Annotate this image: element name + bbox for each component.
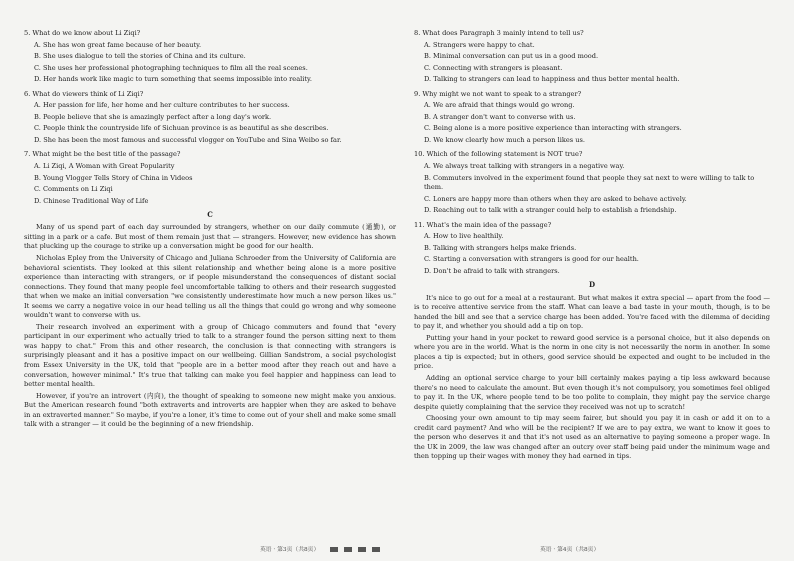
answer-option: A. How to live healthily.: [424, 232, 504, 241]
answer-option: A. Li Ziqi, A Woman with Great Popularity: [34, 162, 175, 171]
answer-option: A. She has won great fame because of her beauty.: [34, 40, 202, 49]
answer-option: D. We know clearly how much a person likes us.: [424, 135, 585, 144]
answer-option: C. People think the countryside life of Sichuan province is as beautiful as she describes.: [34, 124, 329, 133]
answer-option: B. Young Vlogger Tells Story of China in Videos: [34, 173, 193, 182]
answer-option: C. Starting a conversation with strangers is good for our health.: [424, 255, 639, 264]
section-c-passage: [24, 222, 396, 430]
answer-option: B. Talking with strangers helps make friends.: [424, 243, 577, 252]
question-block: [24, 149, 396, 207]
answer-option: C. Comments on Li Ziqi: [34, 185, 113, 194]
section-c-heading: C: [207, 210, 213, 220]
question-stem: 5. What do we know about Li Ziqi?: [24, 29, 141, 37]
right-question-list: [414, 28, 770, 277]
answer-option: C. Being alone is a more positive experience than interacting with strangers.: [424, 124, 682, 133]
answer-option: C. Connecting with strangers is pleasant.: [424, 63, 563, 72]
answer-option: B. Minimal conversation can put us in a good mood.: [424, 52, 599, 61]
question-block: [414, 220, 770, 278]
page-footer-right: 英语 · 第4页（共8页）: [540, 547, 600, 553]
section-d-passage: [414, 293, 770, 463]
answer-option: A. Strangers were happy to chat.: [424, 40, 535, 49]
left-column: [24, 28, 396, 431]
page-footer-left: 英语 · 第3页（共8页）: [260, 547, 320, 553]
left-question-list: [24, 28, 396, 207]
question-stem: 9. Why might we not want to speak to a stranger?: [414, 89, 582, 98]
answer-option: B. Commuters involved in the experiment found that people they sat next to were willing to talk to them.: [424, 173, 755, 192]
question-stem: 11. What's the main idea of the passage?: [414, 220, 552, 229]
question-stem: 6. What do viewers think of Li Ziqi?: [24, 89, 144, 98]
question-block: [24, 89, 396, 147]
answer-option: A. We always treat talking with strangers in a negative way.: [424, 162, 625, 171]
answer-option: D. Talking to strangers can lead to happiness and thus better mental health.: [424, 75, 680, 84]
right-column: [414, 28, 770, 463]
answer-option: C. She uses her professional photographing techniques to film all the real scenes.: [34, 63, 308, 72]
passage-paragraph: Many of us spend part of each day surrounded by strangers, whether on our daily commute (通勤), or sitting in a park or a cafe. But most of them remain just that — strangers. However, new evidence has shown that plucking up the courage to strike up a conversation might be good for our health.: [24, 223, 396, 251]
passage-paragraph: Nicholas Epley from the University of Chicago and Juliana Schroeder from the University of California are behavioral scientists. They looked at this silent relationship and whether being alone is a more positive experience than interacting with strangers, or if people misunderstand the consequences of distant social connections. They found that many people feel uncomfortable talking to others and their research suggested that when we make an initial conversation "we consistently underestimate how much a new person likes us." It seems we carry a negative voice in our head telling us all the things that could go wrong and why someone wouldn't want to converse with us.: [24, 253, 396, 320]
passage-paragraph: However, if you're an introvert (内向), the thought of speaking to someone new might make you anxious. But the American research found "both extraverts and introverts are happier when they are asked to behave in an extraverted manner." So maybe, if you're a loner, it's time to come out of your shell and make some small talk with a stranger — it could be the beginning of a new friendship.: [24, 391, 396, 429]
passage-paragraph: Choosing your own amount to tip may seem fairer, but should you pay it in cash or add it on to a credit card payment? And who will be the recipient? If we are to pay extra, we want to know it goes to the person who deserves it and that it's not used as an alternative to paying someone a proper wage. In the UK in 2009, the law was changed after an outcry over staff being paid under the minimum wage and then topping up their wages with money they had earned in tips.: [414, 414, 770, 461]
answer-option: B. She uses dialogue to tell the stories of China and its culture.: [34, 52, 246, 61]
print-mark: [330, 547, 338, 552]
print-mark: [358, 547, 366, 552]
passage-paragraph: Putting your hand in your pocket to reward good service is a personal choice, but it also depends on where you are in the world. What is the norm in one city is not necessarily the norm in another. In some places a tip is expected; but in others, good service should be expected and ought to be included in the price.: [414, 333, 770, 371]
answer-option: B. A stranger don't want to converse with us.: [424, 112, 576, 121]
question-stem: 7. What might be the best title of the passage?: [24, 150, 181, 159]
question-block: [24, 28, 396, 86]
question-stem: 10. Which of the following statement is NOT true?: [414, 150, 583, 159]
passage-paragraph: It's nice to go out for a meal at a restaurant. But what makes it extra special — apart from the food — is to receive attentive service from the staff. What can leave a bad taste in your mouth, though, is to be handed the bill and see that a service charge has been added. You're faced with the dilemma of deciding to pay it, and whether you should add a tip on top.: [414, 293, 770, 331]
question-block: [414, 89, 770, 147]
answer-option: A. Her passion for life, her home and her culture contributes to her success.: [34, 101, 290, 110]
answer-option: B. People believe that she is amazingly perfect after a long day's work.: [34, 112, 272, 121]
print-marks: [330, 547, 380, 552]
answer-option: A. We are afraid that things would go wrong.: [424, 101, 575, 110]
section-d-heading: D: [588, 280, 596, 290]
passage-paragraph: Adding an optional service charge to your bill certainly makes paying a tip less awkward because there's no need to calculate the amount. But even though it's not compulsory, you sometimes feel obliged to pay it. In the UK, where people tend to be too polite to complain, they might pay the service charge despite quietly complaining that the service they received was not up to scratch!: [414, 374, 770, 411]
question-stem: 8. What does Paragraph 3 mainly intend to tell us?: [414, 29, 584, 37]
answer-option: D. Don't be afraid to talk with strangers.: [424, 266, 560, 275]
print-mark: [372, 547, 380, 552]
answer-option: D. Her hands work like magic to turn something that seems impossible into reality.: [34, 75, 312, 84]
answer-option: D. Chinese Traditional Way of Life: [34, 196, 149, 205]
answer-option: D. She has been the most famous and successful vlogger on YouTube and Sina Weibo so far.: [34, 135, 342, 144]
question-block: [414, 28, 770, 86]
question-block: [414, 149, 770, 216]
passage-paragraph: Their research involved an experiment with a group of Chicago commuters and found that "every participant in our experiment who actually tried to talk to a stranger found the person sitting next to them was happy to chat." From this and other research, the conclusion is that connecting with strangers is surprisingly pleasant and it has a positive impact on our wellbeing. Gillian Sandstrom, a social psychologist from Essex University in the UK, told that "people are in a better mood after they reach out and have a conversation, however minimal." It's true that talking can make you feel happier and happiness can lead to better mental health.: [24, 322, 396, 389]
print-mark: [344, 547, 352, 552]
answer-option: C. Loners are happy more than others when they are asked to behave actively.: [424, 194, 687, 203]
answer-option: D. Reaching out to talk with a stranger could help to establish a friendship.: [424, 206, 677, 215]
